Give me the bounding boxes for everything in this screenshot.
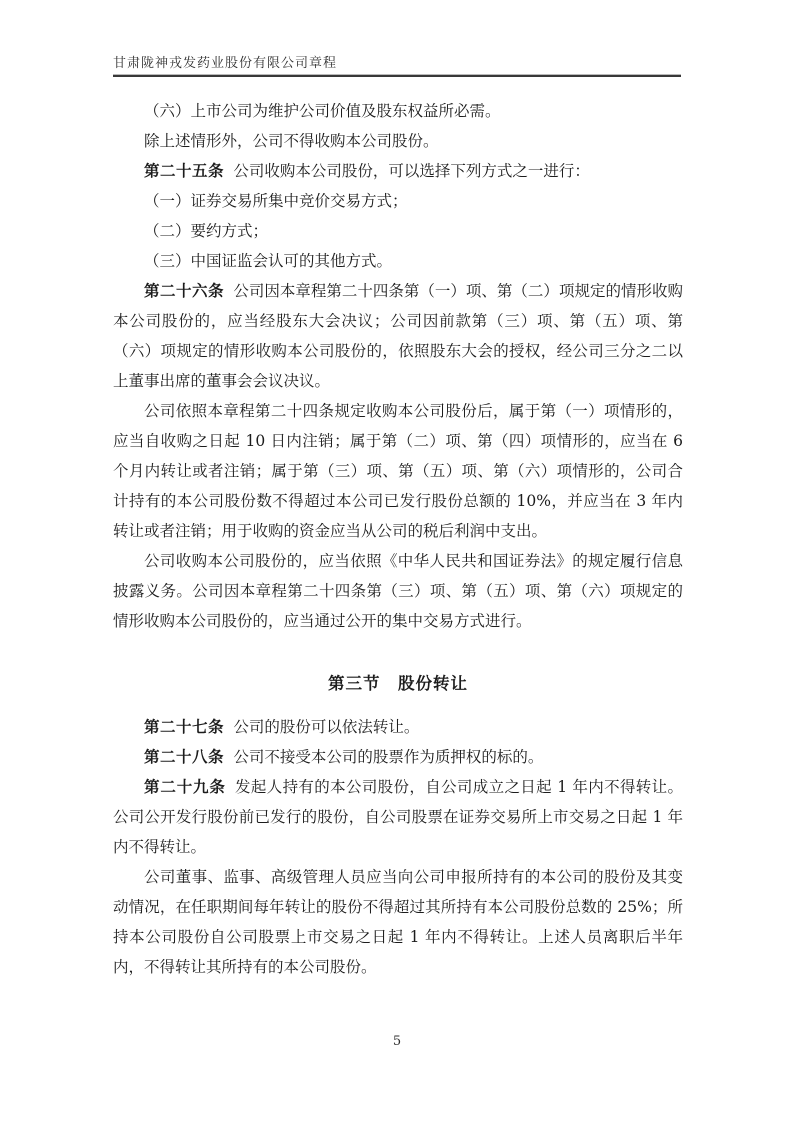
article-paragraph [113,276,683,396]
paragraph-text: 公司收购本公司股份，可以选择下列方式之一进行： [233,162,590,180]
paragraph-text: （二）要约方式； [144,222,269,240]
paragraph-text: （六）上市公司为维护公司价值及股东权益所必需。 [144,102,501,120]
section-heading: 第三节 股份转让 [328,674,468,693]
paragraph [113,396,683,546]
paragraph-text: 发起人持有的本公司股份，自公司成立之日起 1 年内不得转让。公司公开发行股份前已发行的股份，自公司股票在证券交易所上市交易之日起 1 年内不得转让。 [113,778,683,856]
header-rule [113,74,681,77]
paragraph-text: 公司董事、监事、高级管理人员应当向公司申报所持有的本公司的股份及其变动情况，在任职期间每年转让的股份不得超过其所持有本公司股份总数的 25%；所持本公司股份自公司股票上市交易之日起 1 年内不得转让。上述人员离职后半年内，不得转让其所持有的本公司股份。 [113,868,683,976]
article-paragraph [113,156,683,186]
list-item [113,186,683,216]
list-item [113,216,683,246]
header-title: 甘肃陇神戎发药业股份有限公司章程 [113,56,338,71]
paragraph-text: （三）中国证监会认可的其他方式。 [144,252,393,270]
paragraph [113,862,683,982]
paragraph [113,126,683,156]
paragraph-text: 公司依照本章程第二十四条规定收购本公司股份后，属于第（一）项情形的，应当自收购之日起 10 日内注销；属于第（二）项、第（四）项情形的，应当在 6 个月内转让或者注销；属于第（三）项、第（五）项、第（六）项情形的，公司合计持有的本公司股份数不得超过本公司已发行股份总额的 10%，并应当在 3 年内转让或者注销；用于收购的资金应当从公司的税后利润中支出。 [113,402,683,540]
page-header [113,52,681,71]
article-number: 第二十八条 [144,748,225,766]
paragraph-text: 公司因本章程第二十四条第（一）项、第（二）项规定的情形收购本公司股份的，应当经股东大会决议；公司因前款第（三）项、第（五）项、第（六）项规定的情形收购本公司股份的，依照股东大会的授权，经公司三分之二以上董事出席的董事会会议决议。 [113,282,683,390]
article-paragraph [113,772,683,862]
list-item [113,246,683,276]
paragraph-text: 除上述情形外，公司不得收购本公司股份。 [144,132,439,150]
paragraph-text: （一）证券交易所集中竞价交易方式； [144,192,408,210]
article-number: 第二十七条 [144,718,225,736]
article-number: 第二十六条 [144,282,225,300]
paragraph-text: 公司收购本公司股份的，应当依照《中华人民共和国证券法》的规定履行信息披露义务。公司因本章程第二十四条第（三）项、第（五）项、第（六）项规定的情形收购本公司股份的，应当通过公开的集中交易方式进行。 [113,552,683,630]
paragraph [113,546,683,636]
article-number: 第二十五条 [144,162,225,180]
page-footer [0,1034,794,1049]
paragraph-text: 公司的股份可以依法转让。 [233,718,420,736]
article-paragraph [113,712,683,742]
article-paragraph [113,742,683,772]
article-number: 第二十九条 [144,778,226,796]
document-body [113,96,683,982]
paragraph-text: 公司不接受本公司的股票作为质押权的标的。 [233,748,544,766]
paragraph [113,96,683,126]
page-number: 5 [392,1034,402,1049]
